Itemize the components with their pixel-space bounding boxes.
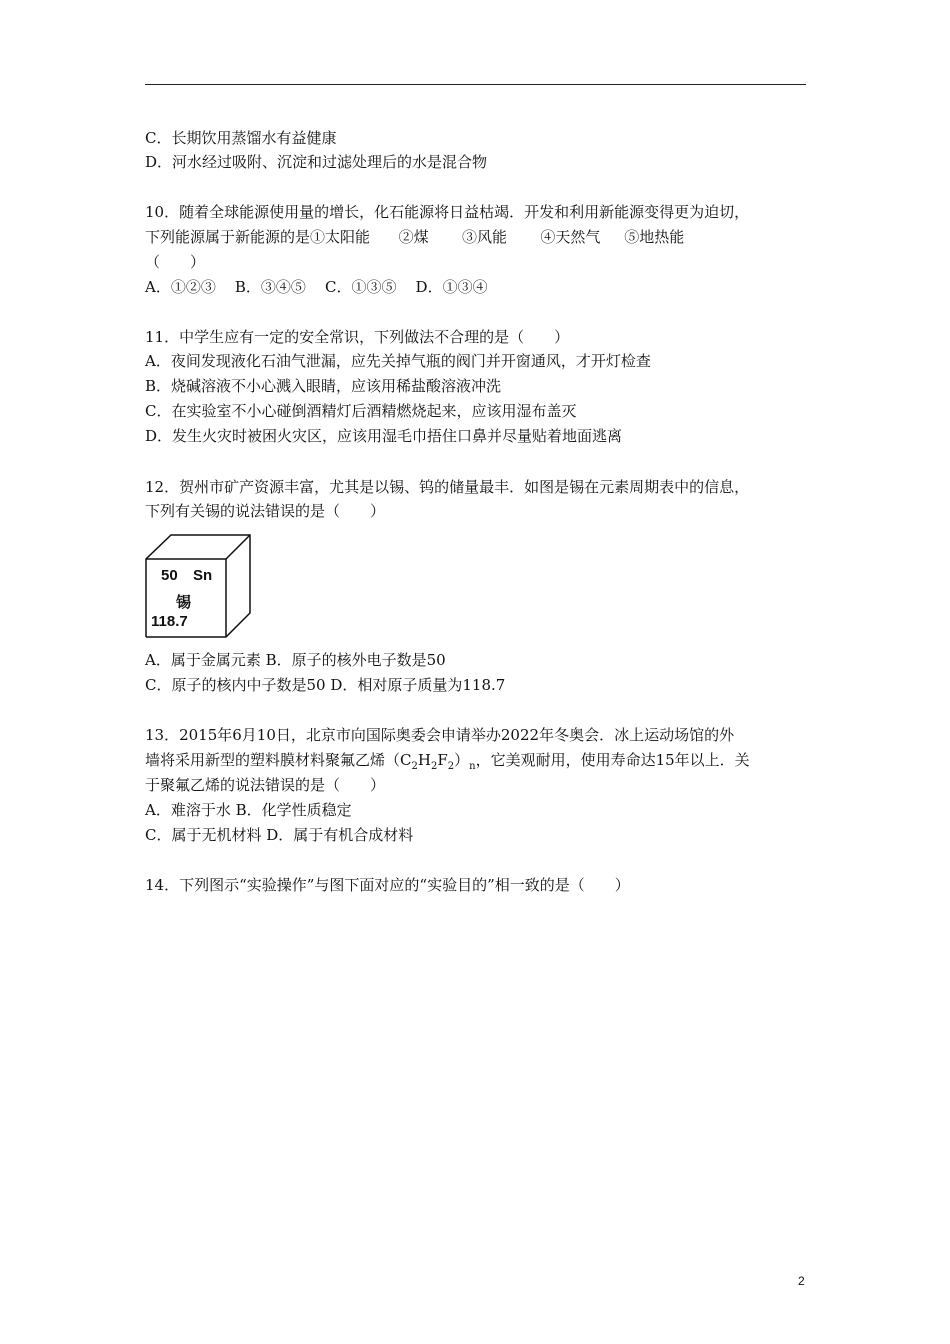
q9-option-d: D．河水经过吸附、沉淀和过滤处理后的水是混合物 — [145, 153, 488, 171]
q13-stem-line3: 于聚氟乙烯的说法错误的是（ ） — [145, 776, 386, 794]
element-symbol: Sn — [193, 567, 213, 584]
q11-stem: 11．中学生应有一定的安全常识，下列做法不合理的是（ ） — [145, 328, 570, 346]
q10-options: A．①②③ B．③④⑤ C．①③⑤ D．①③④ — [145, 278, 488, 296]
q12-options-ab: A．属于金属元素 B．原子的核外电子数是50 — [145, 651, 446, 669]
q13-options-ab: A．难溶于水 B．化学性质稳定 — [145, 801, 352, 819]
q14-stem: 14．下列图示“实验操作”与图下面对应的“实验目的”相一致的是（ ） — [145, 876, 630, 894]
q10-stem-line1: 10．随着全球能源使用量的增长，化石能源将日益枯竭．开发和利用新能源变得更为迫切， — [145, 203, 750, 221]
header-rule — [145, 84, 806, 85]
q10-stem-line2: 下列能源属于新能源的是①太阳能 ②煤 ③风能 ④天然气 ⑤地热能 — [145, 228, 685, 246]
q13-stem-line1: 13．2015年6月10日，北京市向国际奥委会申请举办2022年冬奥会．冰上运动场馆的外 — [145, 726, 735, 744]
q11-option-a: A．夜间发现液化石油气泄漏，应先关掉气瓶的阀门并开窗通风，才开灯检查 — [145, 352, 651, 370]
q12-stem-line2: 下列有关锡的说法错误的是（ ） — [145, 502, 386, 520]
tin-element-card — [145, 534, 255, 642]
q12-options-cd: C．原子的核内中子数是50 D．相对原子质量为118.7 — [145, 676, 506, 694]
q9-option-c: C．长期饮用蒸馏水有益健康 — [145, 129, 337, 147]
q13-options-cd: C．属于无机材料 D．属于有机合成材料 — [145, 826, 414, 844]
atomic-mass: 118.7 — [151, 613, 188, 630]
q10-answer-blank: （ ） — [145, 253, 206, 271]
q11-option-b: B．烧碱溶液不小心溅入眼睛，应该用稀盐酸溶液冲洗 — [145, 377, 502, 395]
q13-stem-line2: 墙将采用新型的塑料膜材料聚氟乙烯$(C_2H_2F_2)_n$，它美观耐用，使用寿命达15年以上．关 — [145, 751, 750, 772]
atomic-number: 50 — [161, 567, 178, 584]
page-number: 2 — [798, 1274, 805, 1288]
element-name: 锡 — [176, 594, 192, 611]
q11-option-d: D．发生火灾时被困火灾区，应该用湿毛巾捂住口鼻并尽量贴着地面逃离 — [145, 427, 623, 445]
q11-option-c: C．在实验室不小心碰倒酒精灯后酒精燃烧起来，应该用湿布盖灭 — [145, 402, 577, 420]
q12-stem-line1: 12．贺州市矿产资源丰富，尤其是以锡、钨的储量最丰．如图是锡在元素周期表中的信息， — [145, 478, 750, 496]
